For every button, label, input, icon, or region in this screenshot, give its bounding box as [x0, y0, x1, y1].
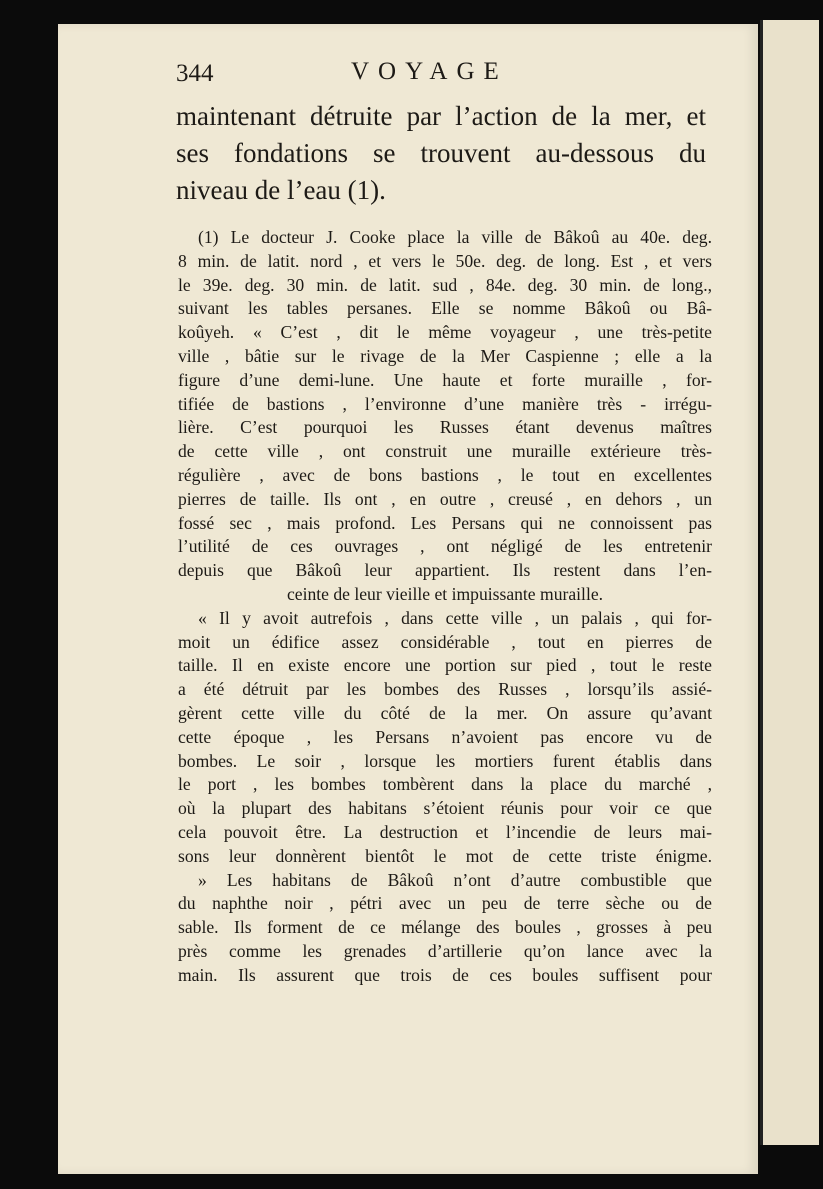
footnote-line: le port , les bombes tombèrent dans la place du marché , [178, 774, 712, 795]
footnote-line: du naphthe noir , pétri avec un peu de terre sèche ou de [178, 893, 712, 914]
page-number: 344 [176, 60, 214, 87]
footnote-line: sons leur donnèrent bientôt le mot de cette triste énigme. [178, 845, 712, 866]
footnote-line: où la plupart des habitans s’étoient réunis pour voir ce que [178, 798, 712, 819]
footnote-line: (1) Le docteur J. Cooke place la ville de Bâkoû au 40e. deg. [198, 227, 712, 247]
running-title: VOYAGE [351, 58, 508, 85]
running-header [118, 58, 718, 92]
main-text-line: maintenant détruite par l’action de la mer, et [176, 101, 706, 131]
footnote-line: moit un édifice assez considérable , tout en pierres de [178, 631, 712, 652]
footnote-line: taille. Il en existe encore une portion sur pied , tout le reste [178, 655, 712, 676]
footnote-line: ceinte de leur vieille et impuissante muraille. [286, 583, 604, 604]
footnote-line: « Il y avoit autrefois , dans cette ville , un palais , qui for- [198, 607, 712, 628]
main-text-line: ses fondations se trouvent au-dessous du [176, 138, 706, 168]
footnote-line: 8 min. de latit. nord , et vers le 50e. deg. de long. Est , et vers [178, 250, 712, 271]
footnote-line: l’utilité de ces ouvrages , ont négligé de les entretenir [178, 536, 712, 557]
footnote-line: » Les habitans de Bâkoû n’ont d’autre combustible que [198, 869, 712, 890]
footnote-line: tifiée de bastions , l’environne d’une manière très - irrégu- [178, 393, 712, 414]
footnote-line: pierres de taille. Ils ont , en outre , creusé , en dehors , un [178, 488, 712, 509]
footnote-line: figure d’une demi-lune. Une haute et forte muraille , for- [178, 369, 712, 390]
footnote-line: ville , bâtie sur le rivage de la Mer Caspienne ; elle a la [178, 345, 712, 366]
footnote-line: koûyeh. « C’est , dit le même voyageur , une très-petite [178, 322, 712, 343]
footnote-line: cela pouvoit être. La destruction et l’incendie de leurs mai- [178, 821, 712, 842]
footnote-line: fossé sec , mais profond. Les Persans qui ne connoissent pas [178, 512, 712, 533]
facing-page-edge [760, 20, 819, 1145]
footnote-line: suivant les tables persanes. Elle se nomme Bâkoû ou Bâ- [178, 298, 712, 319]
footnote-line: depuis que Bâkoû leur appartient. Ils restent dans l’en- [178, 560, 712, 581]
main-text-line: niveau de l’eau (1). [176, 175, 386, 205]
main-text [176, 98, 706, 209]
footnote [178, 226, 712, 988]
footnote-line: lière. C’est pourquoi les Russes étant devenus maîtres [178, 417, 712, 438]
footnote-line: gèrent cette ville du côté de la mer. On assure qu’avant [178, 702, 712, 723]
footnote-line: régulière , avec de bons bastions , le tout en excellentes [178, 464, 712, 485]
footnote-line: près comme les grenades d’artillerie qu’on lance avec la [178, 940, 712, 961]
footnote-line: main. Ils assurent que trois de ces boules suffisent pour [178, 964, 712, 985]
footnote-line: bombes. Le soir , lorsque les mortiers furent établis dans [178, 750, 712, 771]
footnote-line: le 39e. deg. 30 min. de latit. sud , 84e. deg. 30 min. de long., [178, 274, 712, 295]
footnote-line: a été détruit par les bombes des Russes , lorsqu’ils assié- [178, 679, 712, 700]
footnote-line: cette époque , les Persans n’avoient pas encore vu de [178, 726, 712, 747]
footnote-line: de cette ville , ont construit une muraille extérieure très- [178, 441, 712, 462]
footnote-line: sable. Ils forment de ce mélange des boules , grosses à peu [178, 917, 712, 938]
